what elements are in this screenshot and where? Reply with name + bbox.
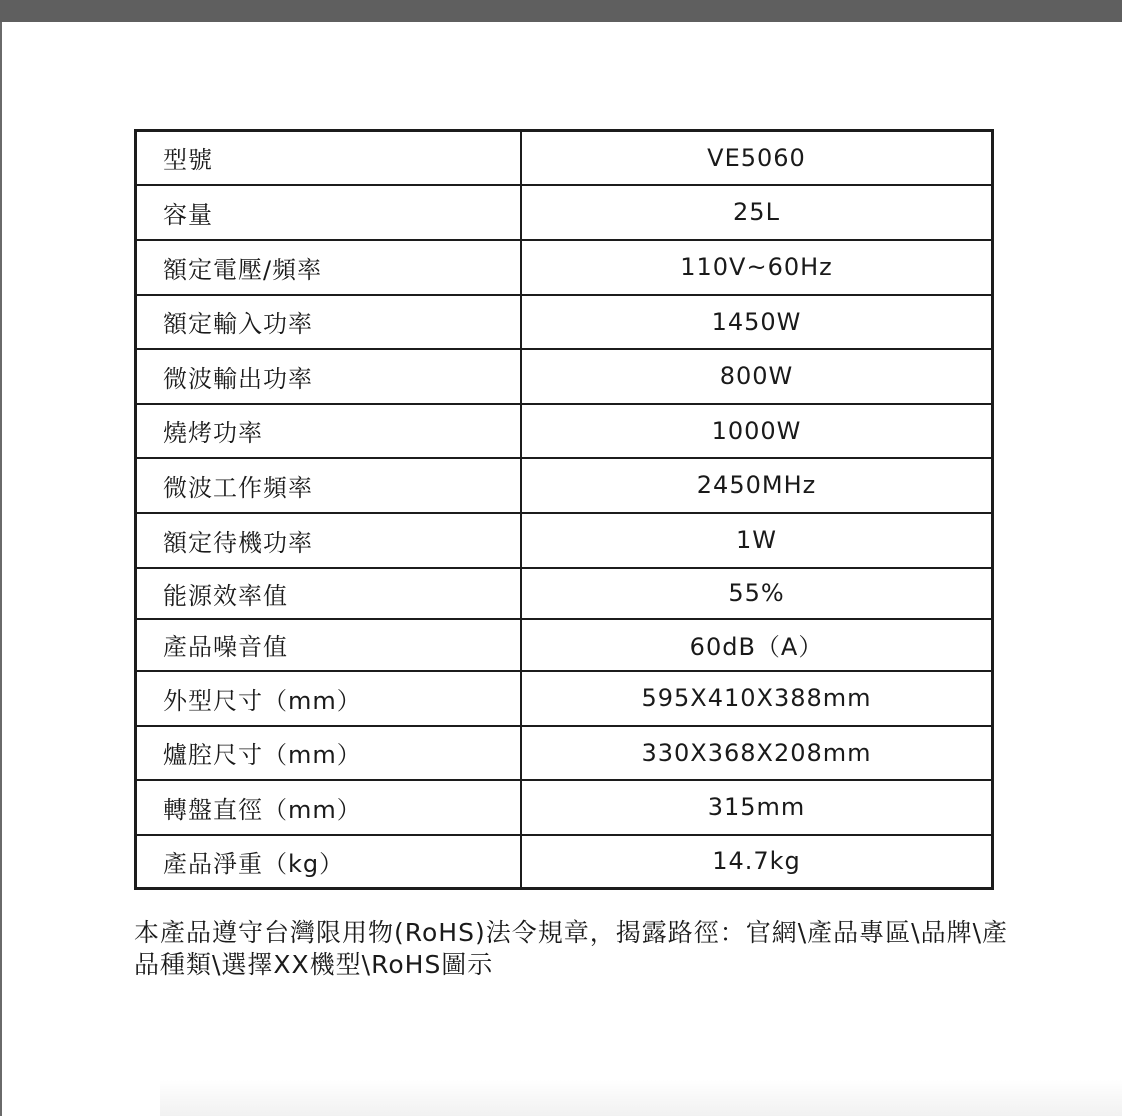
bottom-shadow [160, 1080, 1122, 1116]
table-row [136, 131, 993, 185]
table-row [136, 726, 993, 780]
table-row [136, 295, 993, 349]
spec-value: 2450MHz [521, 458, 993, 513]
spec-label: 微波工作頻率 [136, 458, 522, 513]
spec-value: 800W [521, 349, 993, 404]
spec-value: 55% [521, 568, 993, 619]
spec-value: 1W [521, 513, 993, 568]
spec-label: 型號 [136, 131, 522, 185]
table-row [136, 671, 993, 726]
left-edge [0, 22, 2, 1116]
spec-label: 額定電壓/頻率 [136, 240, 522, 295]
table-row [136, 185, 993, 240]
spec-value: 1450W [521, 295, 993, 349]
spec-value: VE5060 [707, 143, 806, 172]
spec-label: 爐腔尺寸（mm） [136, 726, 522, 780]
spec-label: 容量 [136, 185, 522, 240]
spec-value: 25L [521, 185, 993, 240]
table-row [136, 835, 993, 889]
table-row [136, 568, 993, 619]
spec-label: 轉盤直徑（mm） [136, 780, 522, 835]
table-row [136, 458, 993, 513]
spec-value: 595X410X388mm [521, 671, 993, 726]
rohs-note: 本產品遵守台灣限用物(RoHS)法令規章，揭露路徑：官網\產品專區\品牌\產品種類\選擇XX機型\RoHS圖示 [134, 918, 1008, 979]
spec-label: 額定輸入功率 [136, 295, 522, 349]
spec-value: 1000W [521, 404, 993, 458]
table-row [136, 619, 993, 671]
top-bar [0, 0, 1122, 22]
spec-value: 60dB（A） [521, 619, 993, 671]
table-row [136, 349, 993, 404]
spec-label: 產品淨重（kg） [136, 835, 522, 889]
table-row [136, 780, 993, 835]
spec-value: 330X368X208mm [521, 726, 993, 780]
spec-label: 產品噪音值 [136, 619, 522, 671]
spec-label: 能源效率值 [136, 568, 522, 619]
spec-value: 14.7kg [521, 835, 993, 889]
spec-label: 額定待機功率 [136, 513, 522, 568]
spec-label: 微波輸出功率 [136, 349, 522, 404]
spec-label: 燒烤功率 [136, 404, 522, 458]
spec-table [134, 129, 994, 890]
spec-value: 315mm [521, 780, 993, 835]
table-row [136, 240, 993, 295]
table-row [136, 513, 993, 568]
spec-label: 外型尺寸（mm） [136, 671, 522, 726]
spec-value: 110V~60Hz [521, 240, 993, 295]
table-row [136, 404, 993, 458]
